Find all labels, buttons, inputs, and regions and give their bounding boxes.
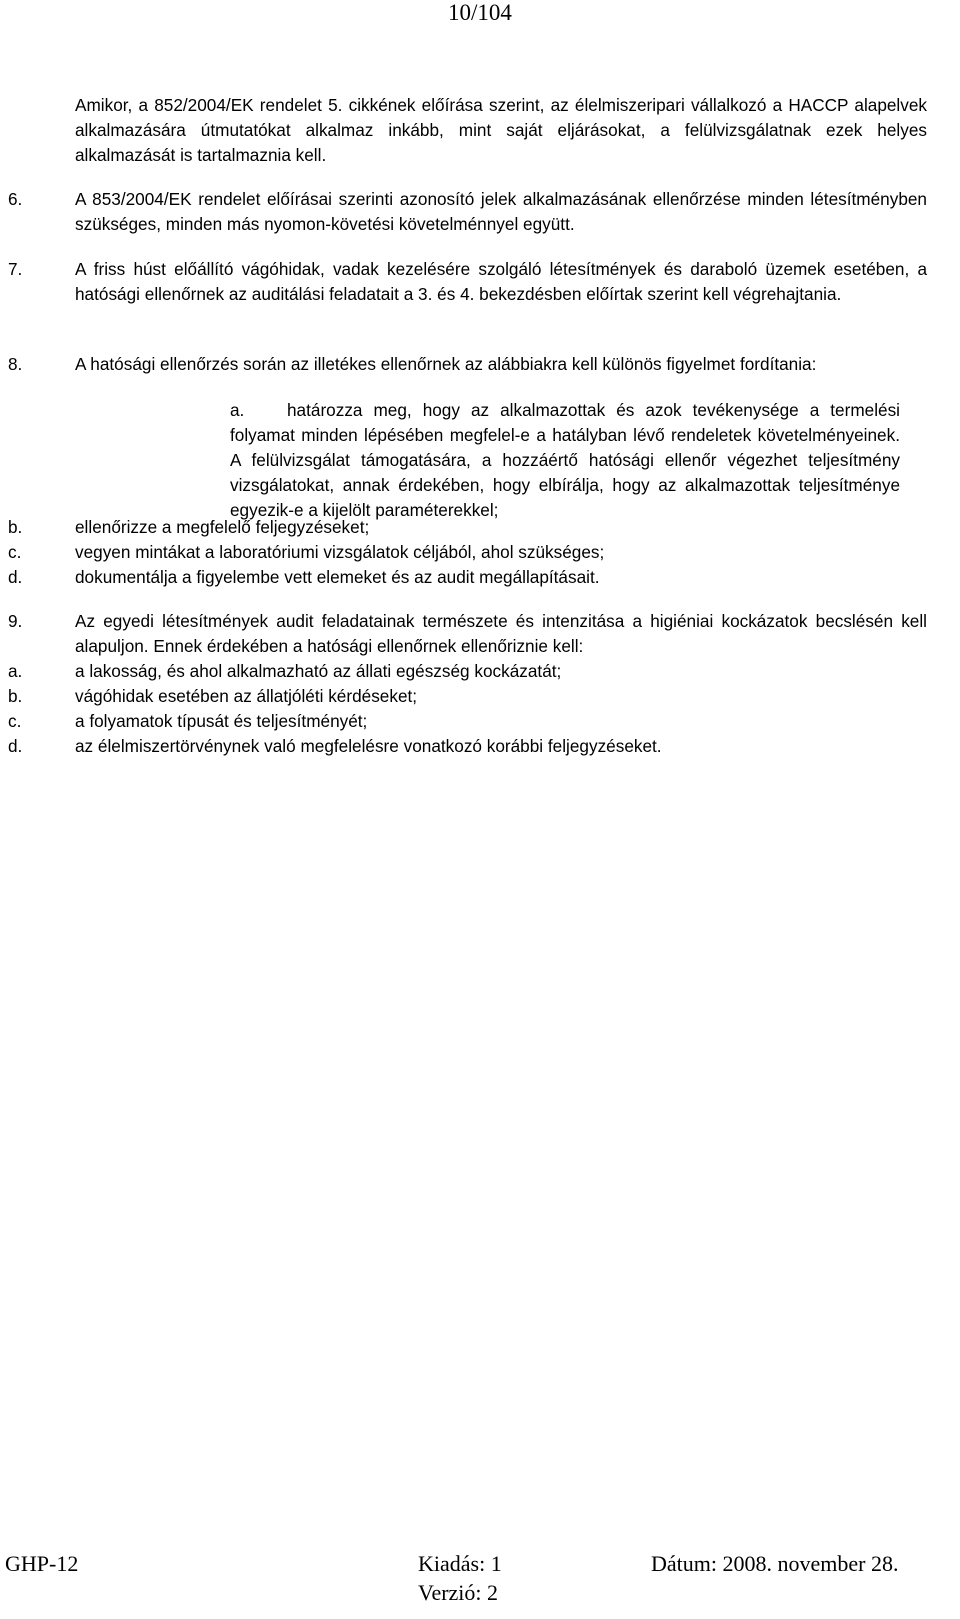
list-letter: d. <box>8 567 23 587</box>
page-number: 10/104 <box>448 0 512 25</box>
intro-paragraph: Amikor, a 852/2004/EK rendelet 5. cikkének előírása szerint, az élelmiszeripari vállalkozó a HACCP alapelvek alkalmazására útmutatókat alkalmaz inkább, mint saját eljárásokat, a felülvizsgálatnak ezek helyes alkalmazását is tartalmaznia kell. <box>75 95 927 165</box>
list-letter: d. <box>8 736 23 756</box>
list-item-text: dokumentálja a figyelembe vett elemeket és az audit megállapításait. <box>75 567 600 587</box>
paragraph-6-text: A 853/2004/EK rendelet előírásai szerinti azonosító jelek alkalmazásának ellenőrzése minden létesítményben szükséges, minden más nyomon-követési követelménnyel együtt. <box>75 189 927 234</box>
footer-document-id: GHP-12 <box>5 1551 79 1576</box>
paragraph-9-text: Az egyedi létesítmények audit feladatainak természete és intenzitása a higiéniai kockázatok becslésén kell alapuljon. Ennek érdekében a hatósági ellenőrnek ellenőriznie kell: <box>75 611 927 656</box>
list-letter: a. <box>230 400 245 420</box>
paragraph-8-text: A hatósági ellenőrzés során az illetékes ellenőrnek az alábbiakra kell különös figyelmet fordítania: <box>75 354 817 374</box>
list-item-text: határozza meg, hogy az alkalmazottak és azok tevékenysége a termelési folyamat minden lépésében megfelel-e a hatályban lévő rendeletek követelményeinek. A felülvizsgálat támogatására, a hozzáértő hatósági ellenőr végezhet teljesítmény vizsgálatokat, annak érdekében, hogy elbírálja, hogy az alkalmazottak teljesítménye egyezik-e a kijelölt paraméterekkel; <box>230 400 900 520</box>
list-letter: b. <box>8 686 23 706</box>
list-letter: b. <box>8 517 23 537</box>
list-letter: c. <box>8 542 22 562</box>
footer-version: Verzió: 2 <box>418 1580 499 1605</box>
list-item-text: a lakosság, és ahol alkalmazható az állati egészség kockázatát; <box>75 661 562 681</box>
list-item-text: az élelmiszertörvénynek való megfelelésre vonatkozó korábbi feljegyzéseket. <box>75 736 662 756</box>
list-item-text: vegyen mintákat a laboratóriumi vizsgálatok céljából, ahol szükséges; <box>75 542 605 562</box>
footer-edition: Kiadás: 1 <box>418 1551 502 1576</box>
list-letter: c. <box>8 711 22 731</box>
list-letter: a. <box>8 661 23 681</box>
footer-date: Dátum: 2008. november 28. <box>651 1551 899 1576</box>
list-item-text: ellenőrizze a megfelelő feljegyzéseket; <box>75 517 370 537</box>
paragraph-7-number: 7. <box>8 259 23 279</box>
paragraph-7-text: A friss húst előállító vágóhidak, vadak kezelésére szolgáló létesítmények és daraboló üzemek esetében, a hatósági ellenőrnek az auditálási feladatait a 3. és 4. bekezdésben előírtak szerint kell végrehajtania. <box>75 259 927 304</box>
list-item-text: vágóhidak esetében az állatjóléti kérdéseket; <box>75 686 418 706</box>
paragraph-9-number: 9. <box>8 611 23 631</box>
list-item-text: a folyamatok típusát és teljesítményét; <box>75 711 368 731</box>
paragraph-8-number: 8. <box>8 354 23 374</box>
paragraph-6-number: 6. <box>8 189 23 209</box>
paragraph-8-item-a <box>230 398 900 523</box>
